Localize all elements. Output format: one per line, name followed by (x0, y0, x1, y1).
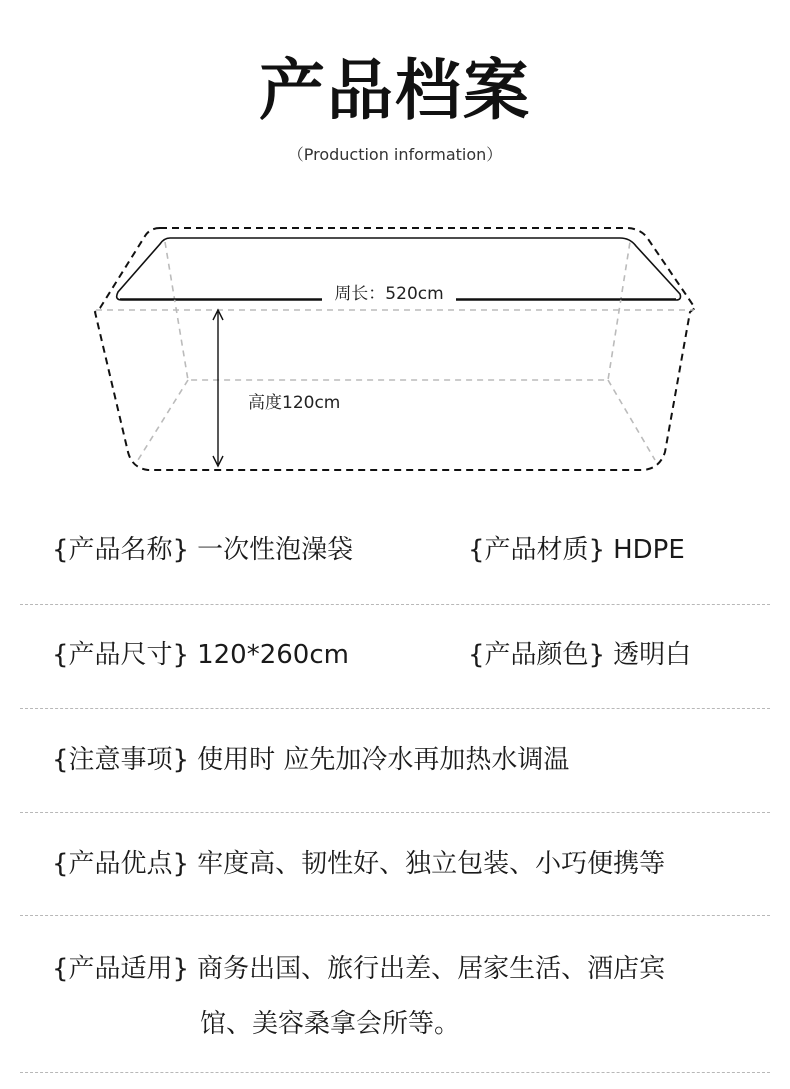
bathtub-bag-diagram (0, 220, 790, 490)
divider (20, 812, 770, 813)
spec-notice-label: {注意事项} (52, 745, 190, 775)
spec-advantages-value: 牢度高、韧性好、独立包装、小巧便携等 (197, 849, 666, 879)
divider (20, 604, 770, 605)
spec-size-label: {产品尺寸} (52, 640, 190, 670)
back-inner-edges (165, 242, 630, 380)
spec-material (468, 532, 685, 568)
divider (20, 915, 770, 916)
spec-notice (52, 742, 569, 778)
height-label: 高度120cm (248, 393, 341, 413)
spec-advantages (52, 846, 665, 882)
floor-edges-right (608, 380, 655, 460)
page-title: 产品档案 (259, 52, 531, 129)
divider (20, 708, 770, 709)
spec-advantages-label: {产品优点} (52, 849, 190, 879)
spec-material-label: {产品材质} (468, 535, 606, 565)
perimeter-label: 周长：520cm (334, 284, 444, 304)
spec-usage-line2 (200, 1006, 460, 1042)
spec-color (468, 637, 691, 673)
spec-material-value: HDPE (613, 535, 685, 565)
floor-edges-left (138, 380, 188, 460)
spec-color-label: {产品颜色} (468, 640, 606, 670)
outer-outline (95, 228, 695, 470)
spec-name-value: 一次性泡澡袋 (197, 535, 354, 565)
page-subtitle: （Production information） (287, 145, 503, 164)
spec-size (52, 637, 349, 673)
spec-name-label: {产品名称} (52, 535, 190, 565)
spec-usage (52, 951, 665, 987)
spec-usage-value-line1: 商务出国、旅行出差、居家生活、酒店宾 (197, 954, 666, 984)
spec-name (52, 532, 353, 568)
spec-usage-label: {产品适用} (52, 954, 190, 984)
divider (20, 1072, 770, 1073)
spec-size-value: 120*260cm (197, 640, 349, 670)
spec-color-value: 透明白 (613, 640, 692, 670)
spec-notice-value: 使用时 应先加冷水再加热水调温 (197, 745, 570, 775)
spec-usage-value-line2: 馆、美容桑拿会所等。 (200, 1009, 461, 1039)
